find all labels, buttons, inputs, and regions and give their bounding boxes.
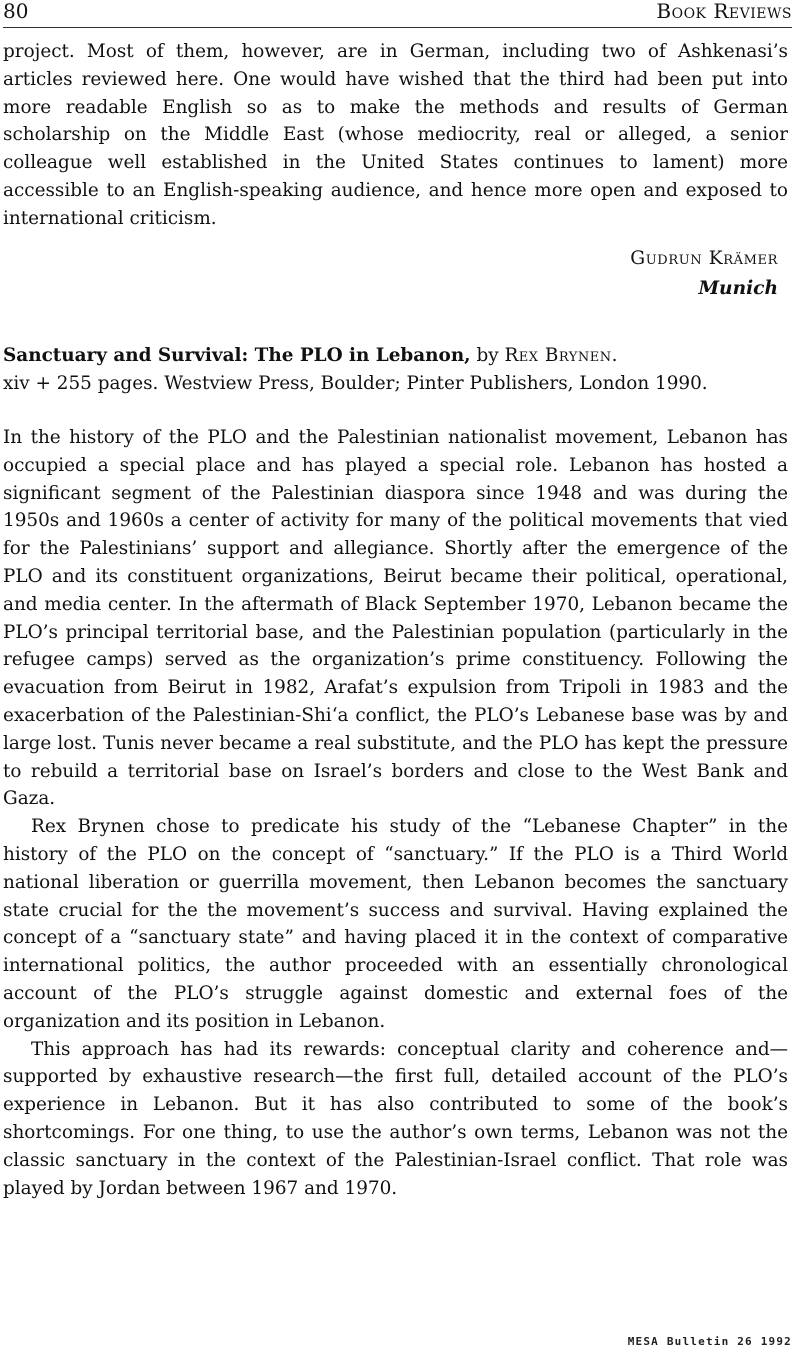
previous-review-conclusion [3, 38, 788, 233]
review-paragraph-2: Rex Brynen chose to predicate his study of the “Lebanese Chapter” in the history of the PLO on the concept of “sanctuary.” If the PLO is a Third World national liberation or guerrilla movement, then Lebanon becomes the sanctuary state crucial for the the movement’s success and survival. Having explained the concept of a “sanctuary state” and having placed it in the context of comparative international politics, the author proceeded with an essentially chronological account of the PLO’s struggle against domestic and external foes of the organization and its position in Lebanon. [3, 816, 788, 1032]
book-title: Sanctuary and Survival: The PLO in Lebanon, [3, 345, 471, 366]
publication-details: xiv + 255 pages. Westview Press, Boulder; Pinter Publishers, London 1990. [3, 372, 708, 394]
review-body [3, 424, 788, 1202]
previous-review-paragraph: project. Most of them, however, are in German, including two of Ashkenasi’s articles reviewed here. One would have wished that the third had been put into more readable English so as to make the methods and results of German scholarship on the Middle East (whose mediocrity, real or alleged, a senior colleague well established in the United States continues to lament) more accessible to an English-speaking audience, and hence more open and exposed to international criticism. [3, 41, 788, 229]
reviewer-signature [630, 244, 778, 304]
review-paragraph-3: This approach has had its rewards: conceptual clarity and coherence and—supported by exhaustive research—the first full, detailed account of the PLO’s experience in Lebanon. But it has also contributed to some of the book’s shortcomings. For one thing, to use the author’s own terms, Lebanon was not the classic sanctuary in the context of the Palestinian-Israel conflict. That role was played by Jordan between 1967 and 1970. [3, 1038, 788, 1199]
running-head: Book Reviews [656, 0, 792, 23]
review-paragraph-1: In the history of the PLO and the Palestinian nationalist movement, Lebanon has occupied a special place and has played a special role. Lebanon has hosted a significant segment of the Palestinian diaspora since 1948 and was during the 1950s and 1960s a center of activity for many of the political movements that vied for the Palestinians’ support and allegiance. Shortly after the emergence of the PLO and its constituent organizations, Beirut became their political, operational, and media center. In the aftermath of Black September 1970, Lebanon became the PLO’s principal territorial base, and the Palestinian population (particularly in the refugee camps) served as the organization’s prime constituency. Following the evacuation from Beirut in 1982, Arafat’s expulsion from Tripoli in 1983 and the exacerbation of the Palestinian-Shi‘a conflict, the PLO’s Lebanese base was by and large lost. Tunis never became a real substitute, and the PLO has kept the pressure to rebuild a territorial base on Israel’s borders and close to the West Bank and Gaza. [3, 427, 788, 810]
journal-footer: MESA Bulletin 26 1992 [627, 1335, 792, 1348]
review-citation [3, 342, 788, 398]
header-divider [3, 27, 792, 28]
page-number: 80 [3, 0, 29, 23]
by-word: by [470, 345, 505, 366]
reviewer-city: Munich [698, 278, 778, 299]
page-header [3, 0, 792, 24]
reviewer-name: Gudrun Krämer [630, 248, 778, 269]
book-author: Rex Brynen. [504, 345, 618, 366]
